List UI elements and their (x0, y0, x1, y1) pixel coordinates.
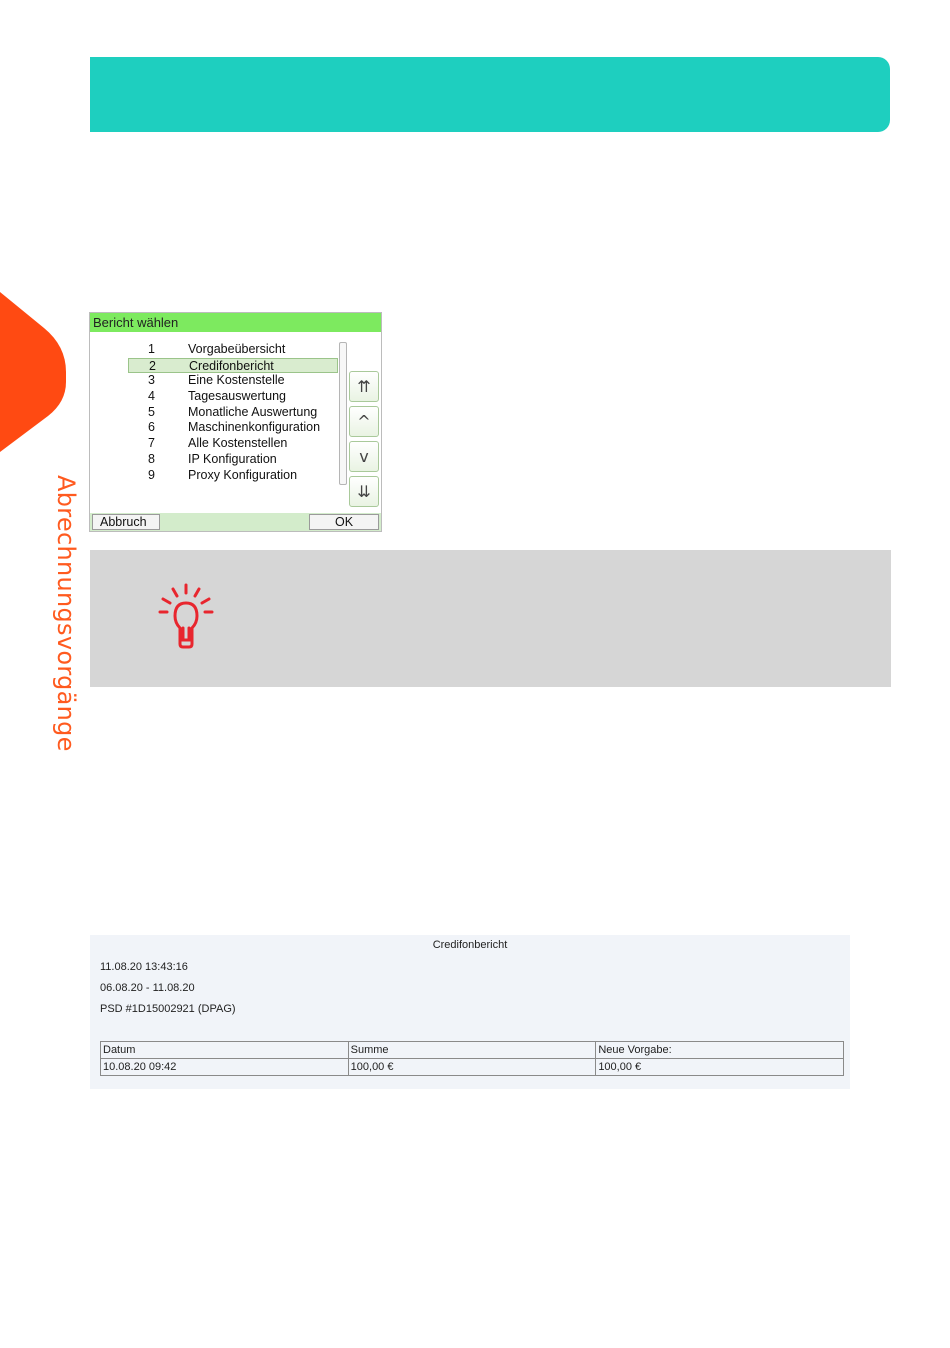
scrollbar[interactable] (339, 342, 347, 485)
item-number: 3 (148, 373, 155, 388)
column-header: Summe (348, 1042, 596, 1059)
item-number: 9 (148, 467, 155, 482)
item-number: 7 (148, 436, 155, 451)
chevron-down-icon: v (359, 447, 369, 466)
tip-box (90, 550, 891, 687)
report-list (128, 342, 338, 483)
header-banner (90, 57, 890, 132)
scroll-up-button[interactable] (349, 406, 379, 437)
table-cell: 100,00 € (348, 1059, 596, 1076)
list-item-selected[interactable] (128, 358, 338, 374)
list-item[interactable] (128, 373, 338, 389)
item-number: 1 (148, 342, 155, 356)
column-header: Neue Vorgabe: (596, 1042, 844, 1059)
list-item[interactable] (128, 405, 338, 421)
report-table (100, 1041, 844, 1076)
table-cell: 10.08.20 09:42 (101, 1059, 349, 1076)
list-item[interactable] (128, 389, 338, 405)
item-label: Credifonbericht (189, 358, 274, 373)
item-number: 4 (148, 389, 155, 404)
chapter-tab (0, 292, 66, 452)
lightbulb-icon (156, 582, 216, 650)
item-label: Eine Kostenstelle (188, 373, 285, 388)
ok-button[interactable]: OK (309, 514, 379, 530)
report-psd: PSD #1D15002921 (DPAG) (100, 1003, 236, 1015)
list-item[interactable] (128, 468, 338, 484)
column-header: Datum (101, 1042, 349, 1059)
list-item[interactable] (128, 420, 338, 436)
device-screen (89, 312, 382, 532)
report-period: 06.08.20 - 11.08.20 (100, 982, 195, 994)
item-number: 2 (149, 358, 156, 373)
report-timestamp: 11.08.20 13:43:16 (100, 961, 188, 973)
item-label: Monatliche Auswertung (188, 404, 318, 419)
double-chevron-up-icon: ⇈ (357, 377, 371, 396)
item-label: Proxy Konfiguration (188, 467, 298, 482)
item-number: 8 (148, 451, 155, 466)
screen-footer (90, 513, 381, 531)
double-chevron-down-icon: ⇊ (357, 482, 371, 501)
chevron-up-icon: ^ (357, 412, 371, 431)
item-label: Maschinenkonfiguration (188, 420, 321, 435)
page-down-button[interactable] (349, 476, 379, 507)
credifon-report (90, 935, 850, 1089)
list-item[interactable] (128, 436, 338, 452)
item-label: Alle Kostenstellen (188, 436, 288, 451)
item-number: 5 (148, 404, 155, 419)
cancel-button[interactable]: Abbruch (92, 514, 160, 530)
item-label: Vorgabeübersicht (188, 342, 286, 356)
list-item[interactable] (128, 452, 338, 468)
item-label: IP Konfiguration (188, 451, 277, 466)
screen-title: Bericht wählen (90, 313, 381, 332)
page-up-button[interactable] (349, 371, 379, 402)
table-row (101, 1059, 844, 1076)
report-title: Credifonbericht (432, 939, 508, 951)
chapter-label: Abrechnungsvorgänge (52, 475, 80, 752)
item-label: Tagesauswertung (188, 389, 286, 404)
table-header-row (101, 1042, 844, 1059)
list-item[interactable] (128, 342, 338, 358)
scroll-down-button[interactable] (349, 441, 379, 472)
table-cell: 100,00 € (596, 1059, 844, 1076)
item-number: 6 (148, 420, 155, 435)
